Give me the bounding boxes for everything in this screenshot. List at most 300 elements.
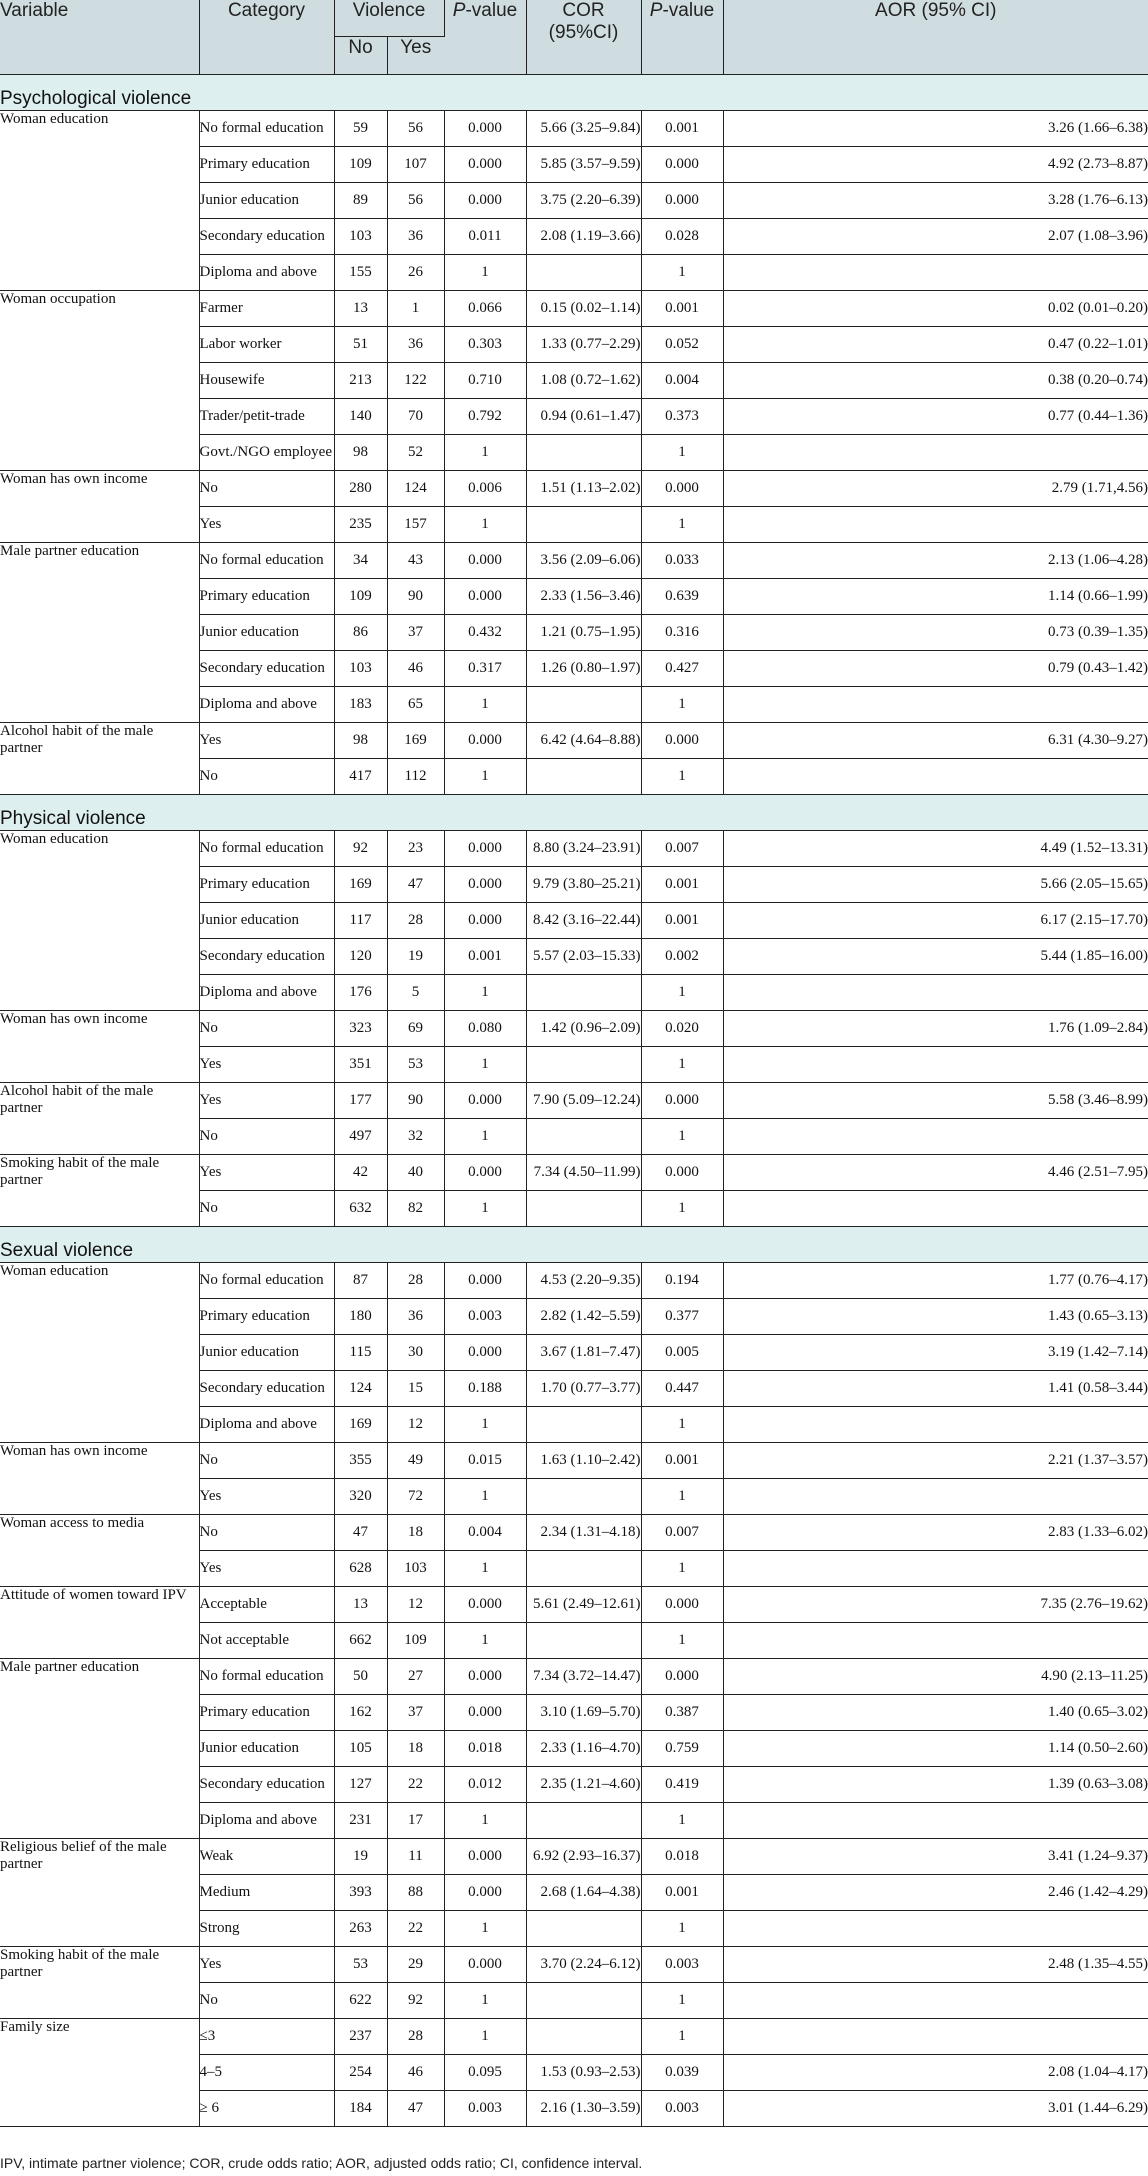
violence-yes-cell: 18: [387, 1514, 444, 1550]
category-cell: No formal education: [199, 542, 334, 578]
aor-p-value-cell: 0.001: [641, 902, 723, 938]
violence-no-cell: 105: [334, 1730, 387, 1766]
cor-p-value-cell: 0.000: [444, 1334, 526, 1370]
aor-cell: 6.31 (4.30–9.27): [723, 722, 1148, 758]
violence-yes-cell: 56: [387, 110, 444, 146]
cor-p-value-cell: 0.000: [444, 542, 526, 578]
category-cell: No: [199, 1010, 334, 1046]
aor-p-value-cell: 0.316: [641, 614, 723, 650]
aor-p-value-cell: 0.387: [641, 1694, 723, 1730]
cor-p-value-cell: 0.000: [444, 722, 526, 758]
cor-cell: 0.15 (0.02–1.14): [526, 290, 641, 326]
cor-p-value-cell: 0.003: [444, 2090, 526, 2126]
table-row: [0, 110, 1148, 146]
violence-yes-cell: 23: [387, 830, 444, 866]
violence-yes-cell: 88: [387, 1874, 444, 1910]
aor-p-value-cell: 0.000: [641, 722, 723, 758]
table-header: [0, 0, 1148, 74]
aor-cell: 1.39 (0.63–3.08): [723, 1766, 1148, 1802]
violence-yes-cell: 70: [387, 398, 444, 434]
cor-cell: [526, 1622, 641, 1658]
violence-no-cell: 169: [334, 866, 387, 902]
header-p-letter: P: [649, 0, 663, 21]
variable-cell: Male partner education: [0, 1658, 199, 1838]
violence-yes-cell: 107: [387, 146, 444, 182]
aor-cell: 2.07 (1.08–3.96): [723, 218, 1148, 254]
aor-cell: 2.46 (1.42–4.29): [723, 1874, 1148, 1910]
violence-yes-cell: 90: [387, 578, 444, 614]
aor-p-value-cell: 0.001: [641, 866, 723, 902]
cor-cell: 7.90 (5.09–12.24): [526, 1082, 641, 1118]
violence-no-cell: 98: [334, 434, 387, 470]
aor-cell: 1.14 (0.50–2.60): [723, 1730, 1148, 1766]
violence-no-cell: 92: [334, 830, 387, 866]
variable-cell: Woman occupation: [0, 290, 199, 470]
aor-p-value-cell: 1: [641, 2018, 723, 2054]
header-p-letter: P: [452, 0, 466, 21]
violence-yes-cell: 15: [387, 1370, 444, 1406]
aor-cell: 0.77 (0.44–1.36): [723, 398, 1148, 434]
category-cell: Not acceptable: [199, 1622, 334, 1658]
aor-cell: 3.01 (1.44–6.29): [723, 2090, 1148, 2126]
aor-p-value-cell: 0.001: [641, 290, 723, 326]
violence-yes-cell: 122: [387, 362, 444, 398]
aor-cell: [723, 758, 1148, 794]
category-cell: Diploma and above: [199, 1406, 334, 1442]
cor-cell: 1.21 (0.75–1.95): [526, 614, 641, 650]
violence-no-cell: 124: [334, 1370, 387, 1406]
category-cell: Primary education: [199, 1694, 334, 1730]
cor-p-value-cell: 1: [444, 1046, 526, 1082]
cor-cell: [526, 1802, 641, 1838]
cor-cell: 6.42 (4.64–8.88): [526, 722, 641, 758]
aor-p-value-cell: 1: [641, 254, 723, 290]
variable-cell: Alcohol habit of the male partner: [0, 1082, 199, 1154]
aor-cell: [723, 974, 1148, 1010]
violence-yes-cell: 157: [387, 506, 444, 542]
cor-p-value-cell: 0.000: [444, 1874, 526, 1910]
violence-no-cell: 628: [334, 1550, 387, 1586]
cor-p-value-cell: 0.080: [444, 1010, 526, 1046]
violence-no-cell: 127: [334, 1766, 387, 1802]
header-p-rest: -value: [465, 0, 518, 21]
variable-cell: Woman has own income: [0, 470, 199, 542]
violence-no-cell: 355: [334, 1442, 387, 1478]
aor-p-value-cell: 0.000: [641, 1586, 723, 1622]
section-row: [0, 794, 1148, 830]
cor-cell: [526, 1982, 641, 2018]
cor-p-value-cell: 0.015: [444, 1442, 526, 1478]
cor-p-value-cell: 0.317: [444, 650, 526, 686]
cor-cell: 2.82 (1.42–5.59): [526, 1298, 641, 1334]
violence-yes-cell: 112: [387, 758, 444, 794]
violence-yes-cell: 47: [387, 866, 444, 902]
category-cell: Yes: [199, 506, 334, 542]
cor-p-value-cell: 1: [444, 1118, 526, 1154]
cor-cell: 5.85 (3.57–9.59): [526, 146, 641, 182]
aor-cell: [723, 1118, 1148, 1154]
category-cell: Primary education: [199, 578, 334, 614]
aor-cell: [723, 686, 1148, 722]
violence-no-cell: 155: [334, 254, 387, 290]
cor-cell: 1.63 (1.10–2.42): [526, 1442, 641, 1478]
cor-cell: [526, 1910, 641, 1946]
header-violence: Violence: [334, 0, 444, 36]
category-cell: No: [199, 758, 334, 794]
cor-p-value-cell: 0.066: [444, 290, 526, 326]
aor-p-value-cell: 0.419: [641, 1766, 723, 1802]
category-cell: Strong: [199, 1910, 334, 1946]
header-aor: AOR (95% CI): [723, 0, 1148, 74]
violence-yes-cell: 28: [387, 1262, 444, 1298]
violence-yes-cell: 65: [387, 686, 444, 722]
category-cell: Trader/petit-trade: [199, 398, 334, 434]
violence-no-cell: 47: [334, 1514, 387, 1550]
aor-p-value-cell: 0.004: [641, 362, 723, 398]
aor-p-value-cell: 0.020: [641, 1010, 723, 1046]
category-cell: Primary education: [199, 1298, 334, 1334]
aor-p-value-cell: 0.028: [641, 218, 723, 254]
variable-cell: Attitude of women toward IPV: [0, 1586, 199, 1658]
cor-cell: [526, 1478, 641, 1514]
cor-p-value-cell: 0.000: [444, 146, 526, 182]
cor-cell: 1.53 (0.93–2.53): [526, 2054, 641, 2090]
cor-p-value-cell: 1: [444, 1910, 526, 1946]
cor-p-value-cell: 1: [444, 686, 526, 722]
table-row: [0, 1838, 1148, 1874]
cor-p-value-cell: 0.000: [444, 1658, 526, 1694]
category-cell: Secondary education: [199, 938, 334, 974]
aor-cell: [723, 1478, 1148, 1514]
violence-yes-cell: 26: [387, 254, 444, 290]
cor-p-value-cell: 0.000: [444, 1838, 526, 1874]
aor-p-value-cell: 0.052: [641, 326, 723, 362]
variable-cell: Woman education: [0, 830, 199, 1010]
aor-p-value-cell: 0.007: [641, 1514, 723, 1550]
variable-cell: Family size: [0, 2018, 199, 2126]
aor-cell: [723, 1622, 1148, 1658]
aor-cell: 4.90 (2.13–11.25): [723, 1658, 1148, 1694]
table-row: [0, 2018, 1148, 2054]
cor-cell: 1.51 (1.13–2.02): [526, 470, 641, 506]
category-cell: No formal education: [199, 830, 334, 866]
violence-no-cell: 115: [334, 1334, 387, 1370]
cor-cell: 2.08 (1.19–3.66): [526, 218, 641, 254]
aor-cell: 1.77 (0.76–4.17): [723, 1262, 1148, 1298]
violence-no-cell: 176: [334, 974, 387, 1010]
violence-yes-cell: 29: [387, 1946, 444, 1982]
violence-no-cell: 235: [334, 506, 387, 542]
aor-p-value-cell: 0.000: [641, 1154, 723, 1190]
aor-p-value-cell: 0.000: [641, 470, 723, 506]
aor-p-value-cell: 0.000: [641, 1658, 723, 1694]
violence-yes-cell: 12: [387, 1406, 444, 1442]
section-title: Psychological violence: [0, 74, 1148, 110]
aor-p-value-cell: 1: [641, 1910, 723, 1946]
violence-yes-cell: 69: [387, 1010, 444, 1046]
aor-p-value-cell: 0.007: [641, 830, 723, 866]
cor-p-value-cell: 1: [444, 974, 526, 1010]
category-cell: Labor worker: [199, 326, 334, 362]
cor-cell: [526, 1190, 641, 1226]
aor-p-value-cell: 1: [641, 1478, 723, 1514]
violence-yes-cell: 36: [387, 218, 444, 254]
header-category: Category: [199, 0, 334, 74]
violence-no-cell: 180: [334, 1298, 387, 1334]
violence-yes-cell: 37: [387, 1694, 444, 1730]
cor-cell: 5.57 (2.03–15.33): [526, 938, 641, 974]
aor-cell: 4.49 (1.52–13.31): [723, 830, 1148, 866]
cor-cell: [526, 974, 641, 1010]
cor-cell: 2.68 (1.64–4.38): [526, 1874, 641, 1910]
category-cell: Secondary education: [199, 650, 334, 686]
cor-p-value-cell: 0.000: [444, 1946, 526, 1982]
cor-p-value-cell: 0.003: [444, 1298, 526, 1334]
aor-cell: 5.66 (2.05–15.65): [723, 866, 1148, 902]
cor-p-value-cell: 0.004: [444, 1514, 526, 1550]
category-cell: Primary education: [199, 866, 334, 902]
aor-cell: [723, 1046, 1148, 1082]
aor-cell: 2.13 (1.06–4.28): [723, 542, 1148, 578]
aor-cell: 1.40 (0.65–3.02): [723, 1694, 1148, 1730]
violence-yes-cell: 56: [387, 182, 444, 218]
violence-no-cell: 120: [334, 938, 387, 974]
cor-cell: 2.35 (1.21–4.60): [526, 1766, 641, 1802]
aor-cell: [723, 506, 1148, 542]
variable-cell: Smoking habit of the male partner: [0, 1154, 199, 1226]
cor-p-value-cell: 1: [444, 2018, 526, 2054]
violence-no-cell: 13: [334, 1586, 387, 1622]
table-row: [0, 470, 1148, 506]
violence-no-cell: 417: [334, 758, 387, 794]
violence-no-cell: 140: [334, 398, 387, 434]
aor-cell: 0.38 (0.20–0.74): [723, 362, 1148, 398]
cor-cell: [526, 1550, 641, 1586]
violence-no-cell: 254: [334, 2054, 387, 2090]
aor-cell: 0.79 (0.43–1.42): [723, 650, 1148, 686]
violence-no-cell: 50: [334, 1658, 387, 1694]
cor-p-value-cell: 0.000: [444, 1262, 526, 1298]
category-cell: 4–5: [199, 2054, 334, 2090]
violence-no-cell: 351: [334, 1046, 387, 1082]
aor-p-value-cell: 0.001: [641, 110, 723, 146]
variable-cell: Woman has own income: [0, 1010, 199, 1082]
violence-no-cell: 622: [334, 1982, 387, 2018]
cor-p-value-cell: 0.006: [444, 470, 526, 506]
category-cell: Diploma and above: [199, 686, 334, 722]
aor-p-value-cell: 1: [641, 758, 723, 794]
cor-cell: 2.33 (1.56–3.46): [526, 578, 641, 614]
aor-cell: 2.48 (1.35–4.55): [723, 1946, 1148, 1982]
aor-p-value-cell: 1: [641, 1406, 723, 1442]
cor-p-value-cell: 1: [444, 1622, 526, 1658]
cor-p-value-cell: 0.001: [444, 938, 526, 974]
violence-no-cell: 51: [334, 326, 387, 362]
aor-cell: [723, 1550, 1148, 1586]
aor-cell: 2.08 (1.04–4.17): [723, 2054, 1148, 2090]
table-row: [0, 830, 1148, 866]
cor-p-value-cell: 1: [444, 758, 526, 794]
category-cell: Housewife: [199, 362, 334, 398]
table-row: [0, 1154, 1148, 1190]
cor-p-value-cell: 0.095: [444, 2054, 526, 2090]
cor-cell: [526, 1046, 641, 1082]
violence-no-cell: 231: [334, 1802, 387, 1838]
cor-p-value-cell: 0.000: [444, 110, 526, 146]
aor-cell: 1.41 (0.58–3.44): [723, 1370, 1148, 1406]
variable-cell: Smoking habit of the male partner: [0, 1946, 199, 2018]
category-cell: Diploma and above: [199, 1802, 334, 1838]
category-cell: Junior education: [199, 1334, 334, 1370]
aor-p-value-cell: 0.003: [641, 1946, 723, 1982]
cor-p-value-cell: 1: [444, 1802, 526, 1838]
aor-cell: 0.73 (0.39–1.35): [723, 614, 1148, 650]
aor-p-value-cell: 1: [641, 1622, 723, 1658]
violence-yes-cell: 43: [387, 542, 444, 578]
category-cell: No: [199, 1982, 334, 2018]
category-cell: ≥ 6: [199, 2090, 334, 2126]
cor-cell: 9.79 (3.80–25.21): [526, 866, 641, 902]
violence-no-cell: 86: [334, 614, 387, 650]
aor-p-value-cell: 0.377: [641, 1298, 723, 1334]
cor-p-value-cell: 0.012: [444, 1766, 526, 1802]
aor-p-value-cell: 0.039: [641, 2054, 723, 2090]
cor-p-value-cell: 1: [444, 506, 526, 542]
table-row: [0, 542, 1148, 578]
header-p-rest: -value: [662, 0, 715, 21]
violence-yes-cell: 82: [387, 1190, 444, 1226]
cor-cell: 1.08 (0.72–1.62): [526, 362, 641, 398]
violence-no-cell: 19: [334, 1838, 387, 1874]
category-cell: No: [199, 470, 334, 506]
violence-no-cell: 59: [334, 110, 387, 146]
cor-p-value-cell: 0.000: [444, 902, 526, 938]
violence-no-cell: 323: [334, 1010, 387, 1046]
cor-cell: 2.16 (1.30–3.59): [526, 2090, 641, 2126]
violence-no-cell: 103: [334, 650, 387, 686]
cor-p-value-cell: 0.011: [444, 218, 526, 254]
aor-p-value-cell: 0.447: [641, 1370, 723, 1406]
violence-no-cell: 177: [334, 1082, 387, 1118]
violence-yes-cell: 52: [387, 434, 444, 470]
violence-yes-cell: 90: [387, 1082, 444, 1118]
violence-yes-cell: 22: [387, 1910, 444, 1946]
header-p-value-cor: [444, 0, 526, 74]
category-cell: Farmer: [199, 290, 334, 326]
cor-p-value-cell: 0.018: [444, 1730, 526, 1766]
variable-cell: Woman education: [0, 1262, 199, 1442]
violence-no-cell: 320: [334, 1478, 387, 1514]
category-cell: Yes: [199, 1478, 334, 1514]
aor-cell: 5.58 (3.46–8.99): [723, 1082, 1148, 1118]
violence-yes-cell: 36: [387, 1298, 444, 1334]
aor-p-value-cell: 0.000: [641, 146, 723, 182]
header-variable: Variable: [0, 0, 199, 74]
aor-p-value-cell: 0.427: [641, 650, 723, 686]
cor-cell: 7.34 (3.72–14.47): [526, 1658, 641, 1694]
category-cell: Yes: [199, 722, 334, 758]
violence-yes-cell: 124: [387, 470, 444, 506]
violence-no-cell: 184: [334, 2090, 387, 2126]
cor-p-value-cell: 0.000: [444, 866, 526, 902]
category-cell: Junior education: [199, 1730, 334, 1766]
header-no: No: [334, 36, 387, 74]
aor-p-value-cell: 0.018: [641, 1838, 723, 1874]
variable-cell: Alcohol habit of the male partner: [0, 722, 199, 794]
violence-yes-cell: 28: [387, 902, 444, 938]
category-cell: Govt./NGO employee: [199, 434, 334, 470]
cor-p-value-cell: 1: [444, 1982, 526, 2018]
violence-no-cell: 162: [334, 1694, 387, 1730]
aor-cell: 1.76 (1.09–2.84): [723, 1010, 1148, 1046]
aor-cell: 5.44 (1.85–16.00): [723, 938, 1148, 974]
violence-yes-cell: 22: [387, 1766, 444, 1802]
aor-cell: 7.35 (2.76–19.62): [723, 1586, 1148, 1622]
aor-p-value-cell: 0.373: [641, 398, 723, 434]
cor-cell: 8.80 (3.24–23.91): [526, 830, 641, 866]
violence-no-cell: 103: [334, 218, 387, 254]
cor-p-value-cell: 0.000: [444, 1586, 526, 1622]
category-cell: No: [199, 1190, 334, 1226]
violence-no-cell: 497: [334, 1118, 387, 1154]
category-cell: No: [199, 1118, 334, 1154]
violence-no-cell: 13: [334, 290, 387, 326]
aor-p-value-cell: 0.759: [641, 1730, 723, 1766]
violence-no-cell: 632: [334, 1190, 387, 1226]
violence-no-cell: 169: [334, 1406, 387, 1442]
cor-cell: 2.33 (1.16–4.70): [526, 1730, 641, 1766]
cor-cell: [526, 2018, 641, 2054]
cor-cell: [526, 1406, 641, 1442]
violence-no-cell: 42: [334, 1154, 387, 1190]
section-title: Physical violence: [0, 794, 1148, 830]
category-cell: Junior education: [199, 614, 334, 650]
aor-cell: 3.26 (1.66–6.38): [723, 110, 1148, 146]
table-footnote: IPV, intimate partner violence; COR, crude odds ratio; AOR, adjusted odds ratio; CI, confidence interval.: [0, 2155, 643, 2171]
violence-yes-cell: 46: [387, 650, 444, 686]
aor-cell: 2.79 (1.71,4.56): [723, 470, 1148, 506]
cor-cell: 8.42 (3.16–22.44): [526, 902, 641, 938]
aor-cell: 0.02 (0.01–0.20): [723, 290, 1148, 326]
category-cell: No: [199, 1514, 334, 1550]
aor-cell: 6.17 (2.15–17.70): [723, 902, 1148, 938]
cor-cell: 5.66 (3.25–9.84): [526, 110, 641, 146]
cor-p-value-cell: 1: [444, 1406, 526, 1442]
cor-p-value-cell: 0.000: [444, 830, 526, 866]
cor-p-value-cell: 0.432: [444, 614, 526, 650]
violence-yes-cell: 169: [387, 722, 444, 758]
aor-cell: [723, 1406, 1148, 1442]
table-row: [0, 1082, 1148, 1118]
aor-cell: 4.46 (2.51–7.95): [723, 1154, 1148, 1190]
violence-yes-cell: 47: [387, 2090, 444, 2126]
violence-no-cell: 183: [334, 686, 387, 722]
category-cell: Diploma and above: [199, 974, 334, 1010]
section-row: [0, 74, 1148, 110]
aor-p-value-cell: 1: [641, 1046, 723, 1082]
table-row: [0, 1010, 1148, 1046]
aor-p-value-cell: 0.000: [641, 182, 723, 218]
variable-cell: Religious belief of the male partner: [0, 1838, 199, 1946]
cor-cell: 3.75 (2.20–6.39): [526, 182, 641, 218]
cor-cell: 3.56 (2.09–6.06): [526, 542, 641, 578]
table-row: [0, 1442, 1148, 1478]
table-row: [0, 722, 1148, 758]
cor-cell: 1.33 (0.77–2.29): [526, 326, 641, 362]
violence-no-cell: 263: [334, 1910, 387, 1946]
aor-p-value-cell: 0.001: [641, 1874, 723, 1910]
violence-no-cell: 109: [334, 146, 387, 182]
